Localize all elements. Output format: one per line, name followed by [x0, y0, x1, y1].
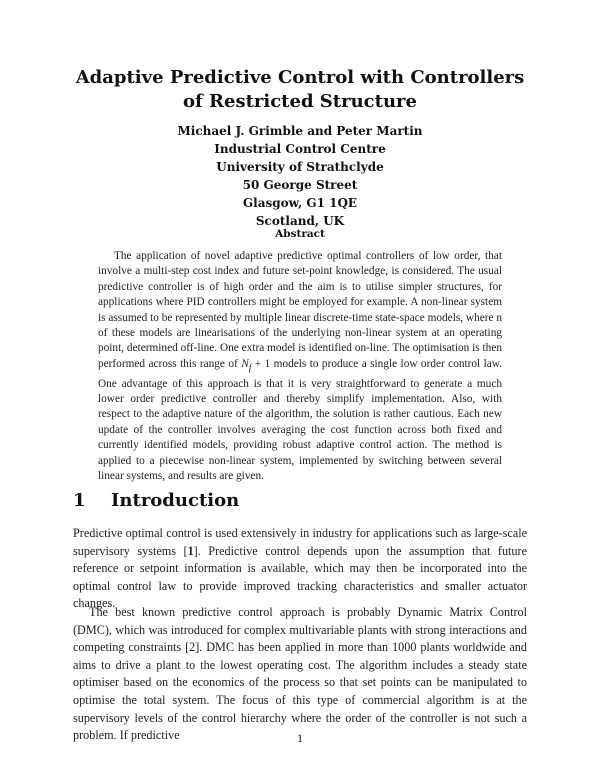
affiliation-line: Scotland, UK	[255, 214, 345, 228]
affiliation-line: Industrial Control Centre	[214, 142, 386, 156]
abstract-text	[98, 249, 502, 484]
section-heading	[73, 490, 239, 511]
citation-ref: 1	[187, 543, 194, 558]
author-block	[0, 122, 600, 230]
abstract-text-part: The application of novel adaptive predictive optimal controllers of low order, that involve a multi-step cost index and future set-point knowledge, is considered. The usual predictive controller is of high order and the aim is to utilise simpler structures, for applications where PID controllers might be employed for example. A non-linear system is assumed to be represented by multiple linear discrete-time state-space models, where n of these models are linearisations of the underlying non-linear system at an operating point, determined off-line. One extra model is identified on-line. The optimisation is then performed across this range of	[98, 250, 502, 370]
page-number: 1	[297, 731, 303, 745]
title-line-1: Adaptive Predictive Control with Controllers	[75, 67, 525, 88]
math-expression: + 1	[251, 357, 271, 370]
body-paragraph: The best known predictive control approach is probably Dynamic Matrix Control (DMC), which was introduced for complex multivariable plants with strong interactions and competing constraints [2]. DMC has been applied in more than 1000 plants worldwide and aims to drive a plant to the lowest operating cost. The algorithm includes a steady state optimiser based on the economics of the process so that set points can be manipulated to optimise the total system. The focus of this type of commercial algorithm is at the supervisory levels of the control hierarchy where the order of the controller is not such a problem. If predictive	[73, 605, 527, 743]
math-subscript: f	[248, 363, 252, 374]
abstract-heading: Abstract	[275, 228, 325, 240]
affiliation-line: 50 George Street	[242, 178, 358, 192]
title-line-2: of Restricted Structure	[183, 91, 417, 112]
section-title: Introduction	[111, 490, 240, 511]
affiliation-line: University of Strathclyde	[216, 160, 384, 174]
paragraph-text: ]. Predictive control depends upon the assumption that future reference or setpoint information is available, which may then be incorporated into the optimal control law to provide improved tracking characteristics and smaller actuator changes.	[73, 543, 527, 611]
paper-title	[0, 66, 600, 114]
math-symbol: N	[241, 357, 249, 370]
paragraph-text: Predictive optimal control is used extensively in industry for applications such as large-scale supervisory systems [	[73, 526, 527, 558]
section-number: 1	[73, 490, 86, 511]
affiliation-line: Glasgow, G1 1QE	[242, 196, 358, 210]
author-names: Michael J. Grimble and Peter Martin	[177, 124, 423, 138]
body-paragraph	[73, 525, 527, 613]
abstract-text-part: models to produce a single low order control law. One advantage of this approach is that it is very straightforward to generate a much lower order predictive controller and thereby simplify implementation. Also, with respect to the adaptive nature of the algorithm, the solution is rather cautious. Each new update of the controller involves averaging the cost function across both fixed and currently identified models, providing robust adaptive control action. The method is applied to a piecewise non-linear system, implemented by switching between several linear systems, and results are given.	[98, 357, 502, 482]
